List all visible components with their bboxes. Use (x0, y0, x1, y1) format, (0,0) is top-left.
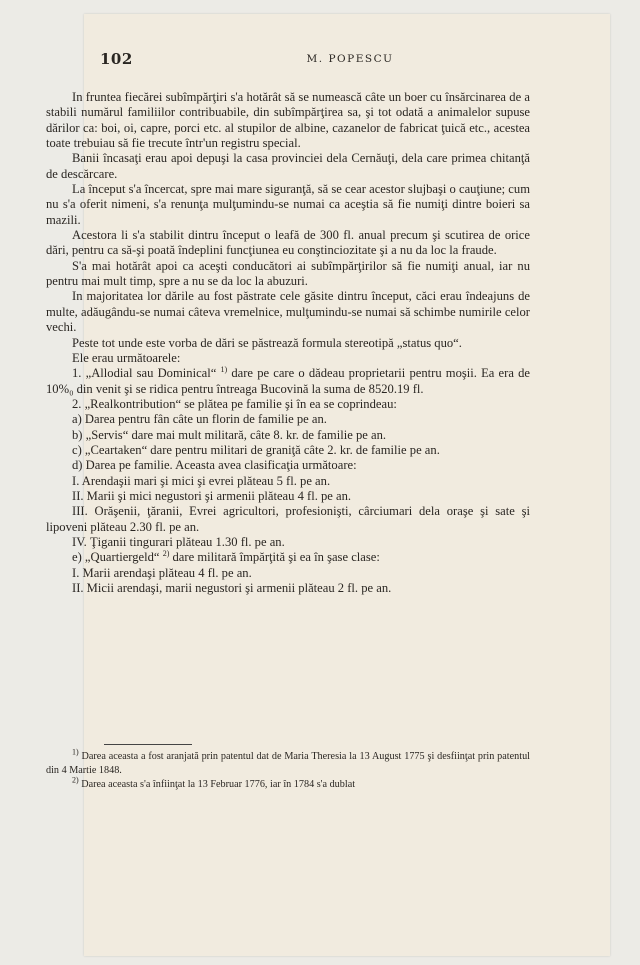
footnote-mark-2: 2) (72, 775, 79, 785)
footnote-mark-1: 1) (72, 747, 79, 757)
list-item-d: d) Darea pe familie. Aceasta avea clasificaţia următoare: (72, 458, 357, 473)
class-item: I. Marii arendaşi plăteau 4 fl. pe an. (72, 565, 252, 580)
class-item: II. Marii şi mici negustori şi armenii plăteau 4 fl. pe an. (72, 488, 352, 503)
paragraph: Ele erau următoarele: (72, 350, 181, 365)
list-item-e-lead: e) „Quartiergeld“ (72, 550, 160, 565)
running-head: M. POPESCU (306, 53, 394, 65)
page-number: 102 (100, 50, 133, 68)
page-header (100, 50, 600, 70)
list-item-1-text: dare pe care o dădeau proprietarii pentru moşii. Ea era de 10%₀ din venit şi se ridica pentru întreaga Bucovină la suma de 8520.19 fl. (46, 366, 530, 396)
footnote-text-1: Darea aceasta a fost aranjată prin patentul dat de Maria Theresia la 13 August 1775 şi desfiinţat prin patentul din 4 Martie 1848. (46, 751, 530, 776)
footnote-2 (46, 775, 530, 792)
footnote-text-2: Darea aceasta s'a înfiinţat la 13 Februar 1776, iar în 1784 s'a dublat (78, 779, 356, 790)
list-item-b: b) „Servis“ dare mai mult militară, câte 8. kr. de familie pe an. (72, 427, 387, 442)
paragraph: La început s'a încercat, spre mai mare siguranţă, să se cear acestor slujbaşi o cauţiune; cum nu s'a oferit nimeni, s'a renunţa mulţumindu-se numai ca aceştia să fie numiţi dintre boieri sa mazili. (46, 182, 530, 227)
footnotes (46, 747, 530, 792)
class-item: III. Orăşenii, ţăranii, Evrei agricultori, profesionişti, cârciumari dela oraşe şi sate şi lipoveni plăteau 2.30 fl. pe an. (46, 504, 530, 534)
main-text (46, 90, 530, 596)
list-item-c: c) „Ceartaken“ dare pentru militari de graniţă câte 2. kr. de familie pe an. (72, 442, 440, 457)
list-item-1-lead: 1. „Allodial sau Dominical“ (72, 366, 217, 381)
paragraph: Banii încasaţi erau apoi depuşi la casa provinciei dela Cernăuţi, dela care primea chitanţă de descărcare. (46, 151, 530, 181)
class-item: IV. Ţiganii tingurari plăteau 1.30 fl. pe an. (72, 534, 285, 549)
paragraph: Acestora li s'a stabilit dintru început o leafă de 300 fl. anual precum şi scutirea de orice dări, pentru ca să-şi poată îndeplini funcţiunea eu conştinciozitate şi a nu da loc la fraude. (46, 228, 530, 258)
class-item: II. Micii arendaşi, marii negustori şi armenii plăteau 2 fl. pe an. (72, 581, 392, 595)
list-item-e (46, 550, 530, 565)
footnote-ref-1: 1) (220, 365, 228, 374)
class-item: I. Arendaşii mari şi mici şi evrei plăteau 5 fl. pe an. (72, 473, 331, 488)
footnote-ref-2: 2) (162, 549, 170, 559)
list-item-e-text: dare militară împărţită şi ea în şase clase: (169, 550, 380, 565)
paragraph: Peste tot unde este vorba de dări se păstrează formula stereotipă „status quo“. (72, 335, 462, 350)
list-item-a: a) Darea pentru fân câte un florin de familie pe an. (72, 412, 327, 427)
paragraph: In majoritatea lor dările au fost păstrate cele găsite dintru început, căci erau îndeajuns de multe, adăugându-se numai câteva vremelnice, mulţumindu-se numai să schimbe numirile celor vechi. (46, 289, 530, 335)
list-item-2: 2. „Realkontribution“ se plătea pe familie şi în ea se coprindeau: (72, 396, 397, 411)
paragraph: S'a mai hotărât apoi ca aceşti conducători ai subîmpărţirilor să fie numiţi anual, iar nu pentru mai mult timp, spre a nu se da loc la abuzuri. (46, 258, 530, 289)
list-item-1 (46, 366, 530, 397)
footnote-1 (46, 747, 530, 778)
footnote-divider (104, 744, 192, 745)
paragraph: In fruntea fiecărei subîmpărţiri s'a hotărât să se numească câte un boer cu însărcinarea de a stabili numărul familiilor contribuabile, din subîmpărţirea sa, şi tot odată a animalelor supuse dărilor ca: boi, oi, capre, porci etc. al stupilor de albine, cazanelor de fabricat ţuică etc., acestea toate trebuiau să fie trecute într'un registru special. (46, 90, 530, 151)
